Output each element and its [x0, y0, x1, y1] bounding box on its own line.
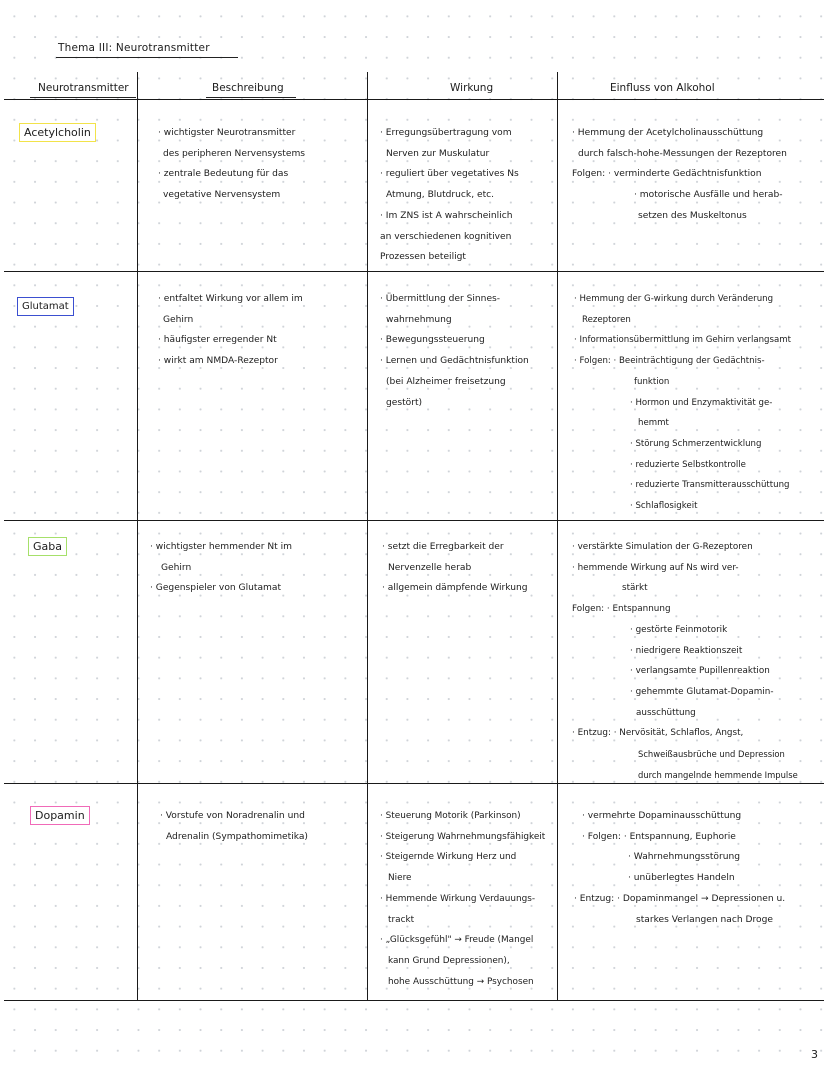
- text-line: hemmt: [638, 418, 669, 429]
- text-line: · gestörte Feinmotorik: [630, 624, 728, 635]
- text-line: · Lernen und Gedächtnisfunktion: [380, 356, 529, 367]
- text-line: · unüberlegtes Handeln: [628, 873, 735, 884]
- text-line: · Schlaflosigkeit: [630, 501, 698, 512]
- header-underline: [30, 97, 136, 98]
- text-line: · Hemmende Wirkung Verdauungs-: [380, 893, 536, 904]
- text-line: · wirkt am NMDA-Rezeptor: [158, 356, 278, 367]
- column-divider: [557, 72, 558, 1001]
- text-line: · Hormon und Enzymaktivität ge-: [630, 397, 773, 408]
- nt-label-dopamin: Dopamin: [30, 806, 90, 825]
- cell-beschreibung: [158, 289, 303, 372]
- text-line: · entfaltet Wirkung vor allem im: [158, 294, 303, 304]
- text-line: · Wahrnehmungsstörung: [628, 852, 741, 863]
- text-line: · reduzierte Transmitterausschüttung: [630, 480, 790, 491]
- text-line: · Folgen: · Entspannung, Euphorie: [582, 831, 736, 842]
- text-line: Prozessen beteiligt: [380, 252, 466, 263]
- table-rule: [4, 271, 824, 272]
- cell-beschreibung: [158, 123, 305, 206]
- cell-wirkung: [380, 289, 529, 413]
- text-line: · Störung Schmerzentwicklung: [630, 438, 762, 449]
- text-line: · hemmende Wirkung auf Ns wird ver-: [572, 562, 739, 573]
- cell-beschreibung: [150, 537, 292, 599]
- text-line: · häufigster erregender Nt: [158, 335, 277, 346]
- text-line: · reguliert über vegetatives Ns: [380, 169, 519, 180]
- text-line: Folgen: · Entspannung: [572, 604, 671, 615]
- text-line: · verlangsamte Pupillenreaktion: [630, 666, 770, 677]
- text-line: · „Glücksgefühl" → Freude (Mangel: [380, 935, 534, 946]
- text-line: · setzt die Erregbarkeit der: [382, 542, 504, 552]
- nt-label-glutamat: Glutamat: [17, 297, 74, 316]
- text-line: · Gegenspieler von Glutamat: [150, 583, 282, 594]
- text-line: · Übermittlung der Sinnes-: [380, 294, 501, 304]
- text-line: · Bewegungssteuerung: [380, 335, 485, 346]
- text-line: Schweißausbrüche und Depression: [638, 749, 785, 760]
- text-line: · Vorstufe von Noradrenalin und: [160, 811, 305, 821]
- header-wirkung: Wirkung: [450, 82, 494, 94]
- text-line: (bei Alzheimer freisetzung: [386, 376, 506, 387]
- cell-alkohol: [572, 123, 787, 227]
- text-line: trackt: [388, 914, 415, 925]
- nt-label-gaba: Gaba: [28, 537, 67, 556]
- text-line: kann Grund Depressionen),: [388, 955, 510, 966]
- column-divider: [137, 72, 138, 1001]
- text-line: · Entzug: · Nervösität, Schlaflos, Angst,: [572, 728, 744, 739]
- cell-alkohol: [574, 806, 786, 930]
- text-line: · Steuerung Motorik (Parkinson): [380, 811, 521, 821]
- text-line: setzen des Muskeltonus: [638, 210, 747, 221]
- table-rule: [4, 1000, 824, 1001]
- text-line: · vermehrte Dopaminausschüttung: [582, 811, 742, 821]
- text-line: · Im ZNS ist A wahrscheinlich: [380, 210, 513, 221]
- text-line: · Steigernde Wirkung Herz und: [380, 852, 517, 863]
- cell-wirkung: [380, 123, 519, 268]
- text-line: durch mangelnde hemmende Impulse: [638, 769, 798, 780]
- text-line: · verstärkte Simulation der G-Rezeptoren: [572, 542, 753, 552]
- text-line: Gehirn: [161, 562, 192, 573]
- text-line: · Hemmung der Acetylcholinausschüttung: [572, 128, 764, 138]
- text-line: starkes Verlangen nach Droge: [636, 914, 773, 925]
- text-line: · niedrigere Reaktionszeit: [630, 645, 743, 656]
- title-underline: [56, 57, 238, 58]
- text-line: · gehemmte Glutamat-Dopamin-: [630, 686, 774, 697]
- text-line: gestört): [386, 397, 423, 408]
- page-title: Thema III: Neurotransmitter: [58, 42, 210, 54]
- column-divider: [367, 72, 368, 1001]
- text-line: Nervenzelle herab: [388, 562, 472, 573]
- header-neurotransmitter: Neurotransmitter: [38, 82, 129, 94]
- cell-beschreibung: [160, 806, 308, 847]
- page-number: 3: [811, 1048, 818, 1061]
- text-line: · motorische Ausfälle und herab-: [634, 190, 783, 201]
- text-line: stärkt: [622, 583, 648, 594]
- text-line: vegetative Nervensystem: [163, 190, 281, 201]
- text-line: · Informationsübermittlung im Gehirn verlangsamt: [574, 335, 792, 346]
- text-line: Folgen: · verminderte Gedächtnisfunktion: [572, 169, 762, 180]
- table-rule: [4, 520, 824, 521]
- text-line: Niere: [388, 873, 412, 884]
- text-line: · zentrale Bedeutung für das: [158, 169, 289, 180]
- header-beschreibung: Beschreibung: [212, 82, 284, 94]
- text-line: · Erregungsübertragung vom: [380, 128, 512, 138]
- text-line: hohe Ausschüttung → Psychosen: [388, 976, 534, 987]
- text-line: · Hemmung der G-wirkung durch Veränderung: [574, 294, 774, 304]
- header-einfluss-alkohol: Einfluss von Alkohol: [610, 82, 715, 94]
- text-line: · Steigerung Wahrnehmungsfähigkeit: [380, 831, 546, 842]
- cell-alkohol: [574, 289, 791, 517]
- table-rule: [4, 99, 824, 100]
- text-line: Nerven zur Muskulatur: [386, 148, 490, 159]
- text-line: an verschiedenen kognitiven: [380, 231, 512, 242]
- header-underline: [206, 97, 296, 98]
- text-line: Rezeptoren: [582, 314, 631, 325]
- nt-label-acetylcholin: Acetylcholin: [19, 123, 96, 142]
- text-line: Adrenalin (Sympathomimetika): [166, 831, 308, 842]
- text-line: durch falsch-hohe-Messungen der Rezeptoren: [578, 148, 787, 159]
- text-line: Gehirn: [163, 314, 194, 325]
- cell-wirkung: [382, 537, 528, 599]
- text-line: · wichtigster Neurotransmitter: [158, 128, 296, 138]
- text-line: des peripheren Nervensystems: [163, 148, 306, 159]
- text-line: ausschüttung: [636, 707, 696, 718]
- text-line: Atmung, Blutdruck, etc.: [386, 190, 495, 201]
- text-line: · wichtigster hemmender Nt im: [150, 542, 292, 552]
- text-line: · Entzug: · Dopaminmangel → Depressionen u.: [574, 893, 786, 904]
- text-line: funktion: [634, 376, 670, 387]
- text-line: · Folgen: · Beeinträchtigung der Gedächtnis-: [574, 356, 765, 367]
- text-line: wahrnehmung: [386, 314, 452, 325]
- cell-alkohol: [572, 537, 798, 785]
- cell-wirkung: [380, 806, 545, 992]
- text-line: · allgemein dämpfende Wirkung: [382, 583, 528, 594]
- text-line: · reduzierte Selbstkontrolle: [630, 459, 746, 470]
